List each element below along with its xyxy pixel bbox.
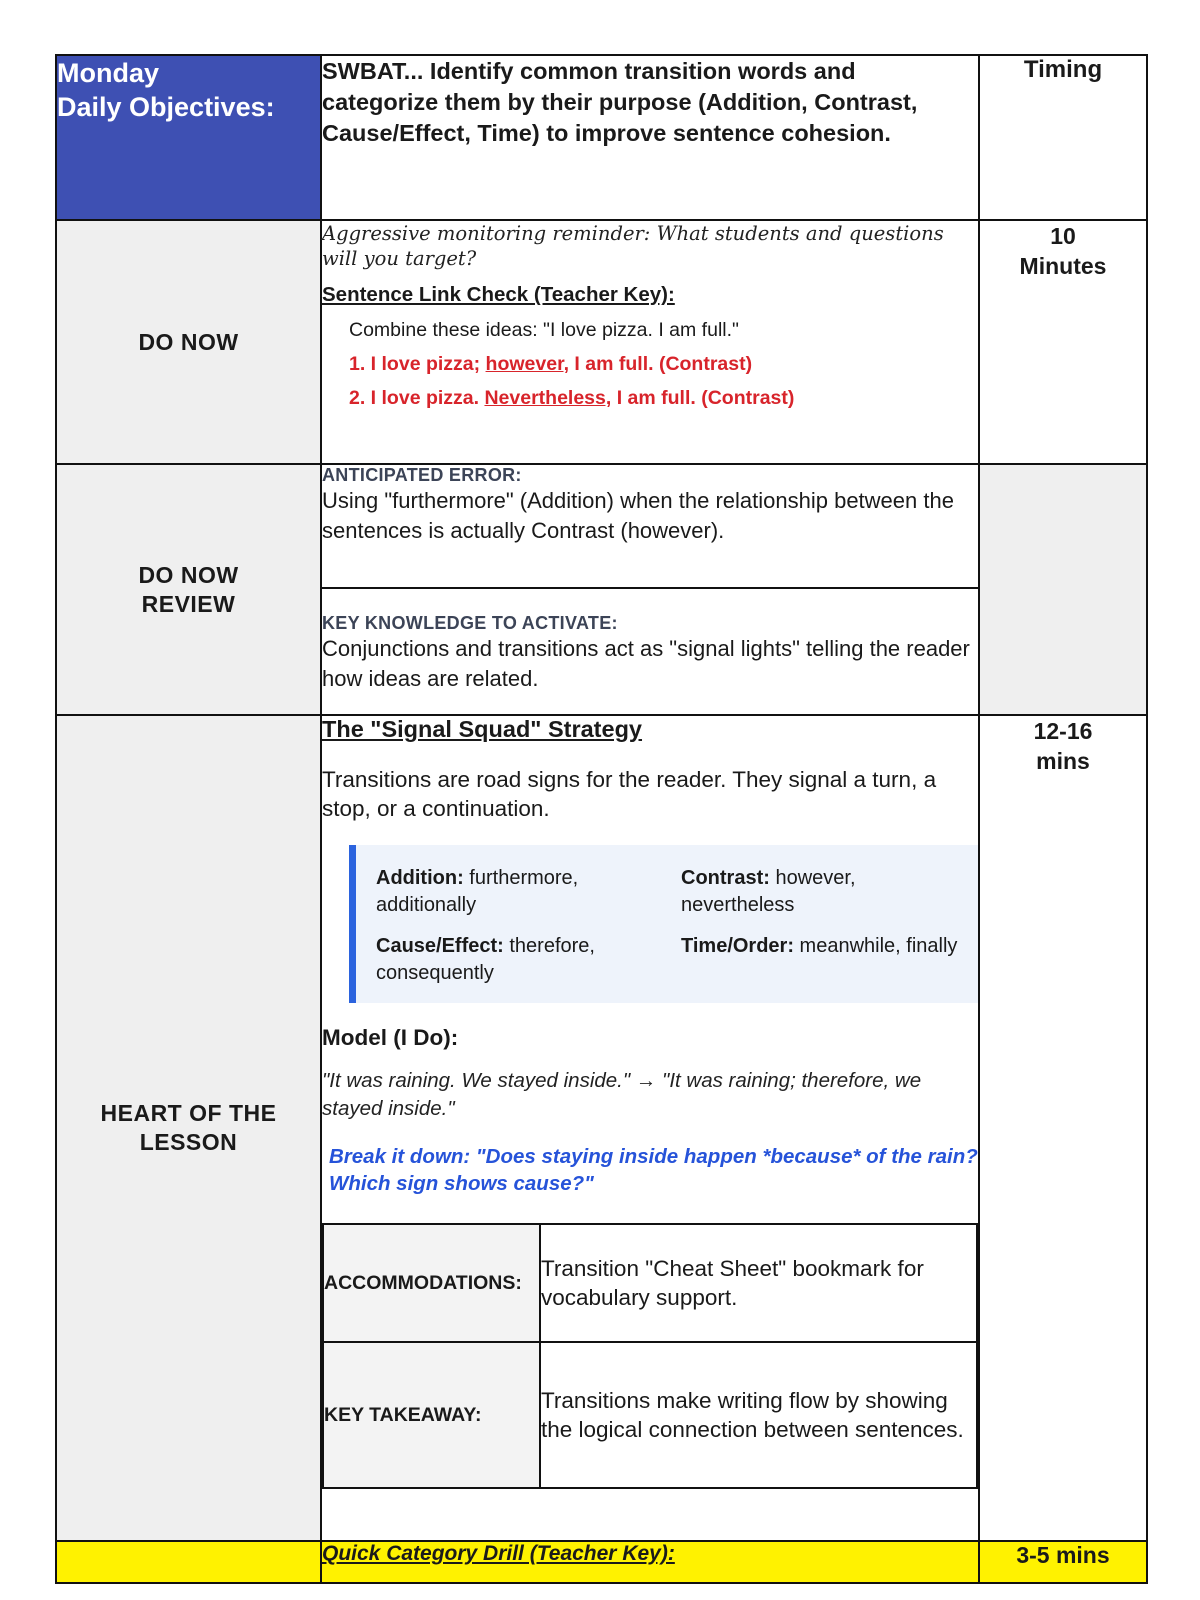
category-words: furthermore, additionally — [376, 867, 579, 916]
answer-text: I am full. (Contrast) — [611, 387, 795, 409]
category-name: Addition: — [376, 867, 464, 889]
accommodations-text: Transition "Cheat Sheet" bookmark for vocabulary support. — [540, 1224, 977, 1342]
quick-drill-label — [56, 1541, 321, 1583]
timing-header: Timing — [979, 55, 1147, 220]
model-heading: Model (I Do): — [322, 1025, 459, 1050]
do-now-review-label — [56, 464, 321, 715]
key-knowledge-text: Conjunctions and transitions act as "signal lights" telling the reader how ideas are related. — [322, 636, 970, 691]
supports-table — [322, 1223, 978, 1489]
time-unit: Minutes — [1019, 253, 1107, 279]
answer-line — [322, 353, 978, 376]
model-example: "It was raining. We stayed inside." → "It was raining; therefore, we stayed inside." — [322, 1069, 922, 1120]
daily-objectives-label: Daily Objectives: — [57, 92, 275, 122]
do-now-time — [979, 220, 1147, 464]
answer-text: 2. I love pizza. — [349, 387, 485, 409]
heart-label-line: HEART OF THE — [100, 1100, 277, 1126]
key-knowledge-cell — [321, 588, 979, 715]
heart-label — [56, 715, 321, 1541]
strategy-intro: Transitions are road signs for the reader. They signal a turn, a stop, or a continuation. — [322, 767, 937, 821]
heart-time — [979, 715, 1147, 1541]
do-now-row — [56, 220, 1147, 464]
anticipated-error-cell — [321, 464, 979, 588]
category-words: however, nevertheless — [681, 867, 856, 916]
category-name: Cause/Effect: — [376, 935, 504, 957]
lesson-plan-table — [55, 54, 1148, 1584]
category-item — [376, 933, 657, 987]
anticipated-error-text: Using "furthermore" (Addition) when the relationship between the sentences is actually Contrast (however). — [322, 488, 954, 543]
objectives-label — [56, 55, 321, 220]
heart-label-line: LESSON — [139, 1129, 238, 1155]
answer-transition: Nevertheless, — [484, 387, 612, 409]
heart-content — [321, 715, 979, 1541]
do-now-label: DO NOW — [56, 220, 321, 464]
accommodations-label: ACCOMMODATIONS: — [323, 1224, 540, 1342]
transition-categories-box — [349, 845, 978, 1003]
time-value: 10 — [1050, 223, 1076, 249]
review-time-cell — [979, 464, 1147, 715]
answer-text: I am full. (Contrast) — [569, 353, 753, 375]
monitoring-reminder: Aggressive monitoring reminder: What students and questions will you target? — [322, 222, 944, 270]
answer-line — [322, 387, 978, 410]
objectives-row — [56, 55, 1147, 220]
category-item — [681, 933, 962, 987]
do-now-content — [321, 220, 979, 464]
answer-text: 1. I love pizza; — [349, 353, 486, 375]
quick-drill-title: Quick Category Drill (Teacher Key): — [321, 1541, 979, 1583]
break-it-down: Break it down: "Does staying inside happen *because* of the rain? Which sign shows cause?" — [329, 1145, 978, 1195]
category-item — [681, 865, 962, 919]
do-now-prompt: Combine these ideas: "I love pizza. I am full." — [349, 319, 739, 341]
do-now-review-row — [56, 464, 1147, 588]
category-words: therefore, consequently — [376, 935, 595, 984]
accommodations-row — [323, 1224, 977, 1342]
day-label: Monday — [57, 58, 160, 88]
heart-row — [56, 715, 1147, 1541]
answer-transition: however, — [485, 353, 570, 375]
quick-drill-time: 3-5 mins — [979, 1541, 1147, 1583]
teacher-key-title: Sentence Link Check (Teacher Key): — [322, 283, 675, 306]
takeaway-row — [323, 1342, 977, 1488]
key-knowledge-heading: KEY KNOWLEDGE TO ACTIVATE: — [322, 613, 618, 633]
time-value: 12-16 — [1033, 718, 1093, 744]
objective-text: SWBAT... Identify common transition words and categorize them by their purpose (Addition, Contrast, Cause/Effect, Time) to improve sentence cohesion. — [321, 55, 979, 220]
quick-drill-row — [56, 1541, 1147, 1583]
category-name: Time/Order: — [681, 935, 794, 957]
strategy-title: The "Signal Squad" Strategy — [322, 716, 643, 742]
category-name: Contrast: — [681, 867, 770, 889]
review-label-line: REVIEW — [141, 590, 236, 617]
category-words: meanwhile, finally — [794, 935, 958, 957]
takeaway-label: KEY TAKEAWAY: — [323, 1342, 540, 1488]
anticipated-error-heading: ANTICIPATED ERROR: — [322, 465, 522, 485]
category-item — [376, 865, 657, 919]
takeaway-text: Transitions make writing flow by showing the logical connection between sentences. — [540, 1342, 977, 1488]
time-unit: mins — [1036, 748, 1090, 774]
review-label-line: DO NOW — [138, 561, 239, 588]
